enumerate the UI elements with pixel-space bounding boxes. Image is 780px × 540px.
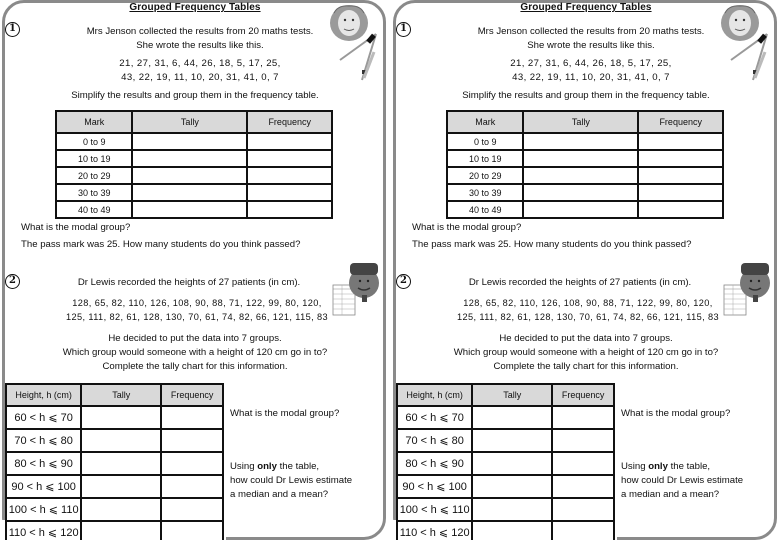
- tally-cell[interactable]: [81, 429, 161, 452]
- frequency-cell[interactable]: [247, 184, 332, 201]
- worksheet-right: [391, 0, 780, 540]
- frequency-cell[interactable]: [552, 429, 614, 452]
- compass-icon: [727, 30, 775, 85]
- table-row: [6, 475, 223, 498]
- header-mark: Mark: [56, 111, 132, 133]
- table-row: [397, 498, 614, 521]
- mark-cell: 0 to 9: [447, 133, 523, 150]
- table-row: [6, 498, 223, 521]
- tally-cell[interactable]: [132, 133, 247, 150]
- table-row: [397, 475, 614, 498]
- height-group-cell: 100 < h ⩽ 110: [397, 498, 472, 521]
- table-row: [6, 452, 223, 475]
- table-row: [447, 167, 723, 184]
- table-row: [6, 429, 223, 452]
- tally-cell[interactable]: [81, 498, 161, 521]
- height-group-cell: 110 < h ⩽ 120: [397, 521, 472, 540]
- header-tally: Tally: [472, 384, 552, 406]
- q2-data-line2: 125, 111, 82, 61, 128, 130, 70, 61, 74, 82, 66, 121, 115, 83: [65, 312, 329, 322]
- question-number-2: 2: [396, 274, 411, 289]
- worksheet-title: Grouped Frequency Tables: [520, 2, 652, 13]
- frequency-cell[interactable]: [161, 406, 223, 429]
- header-frequency: Frequency: [247, 111, 332, 133]
- table-row: [56, 133, 332, 150]
- q2-data-line1: 128, 65, 82, 110, 126, 108, 90, 88, 71, 122, 99, 80, 120,: [463, 298, 713, 308]
- table-row: [56, 201, 332, 218]
- tally-cell[interactable]: [472, 498, 552, 521]
- question-number-1: 1: [396, 22, 411, 37]
- frequency-cell[interactable]: [552, 498, 614, 521]
- q1-instruction: Simplify the results and group them in the frequency table.: [462, 90, 710, 101]
- mark-cell: 30 to 39: [56, 184, 132, 201]
- q2-line2: Which group would someone with a height of 120 cm go in to?: [62, 347, 328, 358]
- tally-cell[interactable]: [523, 167, 638, 184]
- q2-line1: He decided to put the data into 7 groups.: [499, 333, 673, 344]
- tally-cell[interactable]: [472, 452, 552, 475]
- frequency-cell[interactable]: [638, 167, 723, 184]
- table-row: [397, 406, 614, 429]
- table-row: [6, 406, 223, 429]
- frequency-cell[interactable]: [161, 521, 223, 540]
- q1-data-line1: 21, 27, 31, 6, 44, 26, 18, 5, 17, 25,: [119, 58, 281, 69]
- height-group-cell: 110 < h ⩽ 120: [6, 521, 81, 540]
- q2-intro: Dr Lewis recorded the heights of 27 patients (in cm).: [468, 277, 692, 288]
- header-height: Height, h (cm): [397, 384, 472, 406]
- table-header-row: [447, 111, 723, 133]
- frequency-cell[interactable]: [161, 429, 223, 452]
- tally-cell[interactable]: [523, 133, 638, 150]
- frequency-cell[interactable]: [247, 133, 332, 150]
- frequency-cell[interactable]: [161, 498, 223, 521]
- height-group-cell: 90 < h ⩽ 100: [6, 475, 81, 498]
- table-row: [447, 184, 723, 201]
- height-group-cell: 60 < h ⩽ 70: [6, 406, 81, 429]
- table-header-row: [397, 384, 614, 406]
- tally-cell[interactable]: [523, 201, 638, 218]
- q1-question-modal: What is the modal group?: [412, 222, 522, 233]
- mark-cell: 30 to 39: [447, 184, 523, 201]
- frequency-cell[interactable]: [161, 452, 223, 475]
- table-header-row: [56, 111, 332, 133]
- q1-question-modal: What is the modal group?: [21, 222, 131, 233]
- q2-side-modal-question: What is the modal group?: [621, 408, 731, 419]
- table-row: [397, 452, 614, 475]
- q1-instruction: Simplify the results and group them in the frequency table.: [71, 90, 319, 101]
- tally-cell[interactable]: [523, 150, 638, 167]
- height-group-cell: 60 < h ⩽ 70: [397, 406, 472, 429]
- height-tally-table: [5, 383, 224, 540]
- frequency-cell[interactable]: [638, 133, 723, 150]
- height-group-cell: 80 < h ⩽ 90: [6, 452, 81, 475]
- q2-side-estimate-question: Using only the table, how could Dr Lewis estimate a median and a mean?: [230, 461, 353, 500]
- frequency-cell[interactable]: [638, 184, 723, 201]
- tally-cell[interactable]: [81, 406, 161, 429]
- compass-icon: [336, 30, 384, 85]
- doctor-with-chart-icon: [330, 257, 380, 319]
- mark-cell: 20 to 29: [56, 167, 132, 184]
- q1-question-pass: The pass mark was 25. How many students do you think passed?: [412, 239, 692, 250]
- mark-cell: 40 to 49: [56, 201, 132, 218]
- tally-cell[interactable]: [132, 150, 247, 167]
- tally-cell[interactable]: [81, 452, 161, 475]
- q1-intro-line2: She wrote the results like this.: [136, 40, 264, 51]
- marks-frequency-table: [446, 110, 724, 219]
- q1-intro-line2: She wrote the results like this.: [527, 40, 655, 51]
- tally-cell[interactable]: [472, 475, 552, 498]
- height-group-cell: 70 < h ⩽ 80: [397, 429, 472, 452]
- table-row: [6, 521, 223, 540]
- tally-cell[interactable]: [472, 429, 552, 452]
- frequency-cell[interactable]: [247, 167, 332, 184]
- header-tally: Tally: [81, 384, 161, 406]
- frequency-cell[interactable]: [247, 201, 332, 218]
- q1-intro-line1: Mrs Jenson collected the results from 20 maths tests.: [477, 26, 705, 37]
- mark-cell: 0 to 9: [56, 133, 132, 150]
- tally-cell[interactable]: [132, 184, 247, 201]
- frequency-cell[interactable]: [552, 521, 614, 540]
- marks-frequency-table: [55, 110, 333, 219]
- tally-cell[interactable]: [81, 521, 161, 540]
- q1-question-pass: The pass mark was 25. How many students do you think passed?: [21, 239, 301, 250]
- height-group-cell: 70 < h ⩽ 80: [6, 429, 81, 452]
- table-row: [447, 201, 723, 218]
- tally-cell[interactable]: [132, 201, 247, 218]
- height-tally-table: [396, 383, 615, 540]
- frequency-cell[interactable]: [161, 475, 223, 498]
- q1-data-line2: 43, 22, 19, 11, 10, 20, 31, 41, 0, 7: [121, 72, 279, 83]
- header-frequency: Frequency: [552, 384, 614, 406]
- tally-cell[interactable]: [523, 184, 638, 201]
- table-header-row: [6, 384, 223, 406]
- header-mark: Mark: [447, 111, 523, 133]
- doctor-with-chart-icon: [721, 257, 771, 319]
- header-frequency: Frequency: [161, 384, 223, 406]
- worksheet-title: Grouped Frequency Tables: [129, 2, 261, 13]
- mark-cell: 10 to 19: [56, 150, 132, 167]
- table-row: [447, 150, 723, 167]
- q2-intro: Dr Lewis recorded the heights of 27 patients (in cm).: [77, 277, 301, 288]
- header-height: Height, h (cm): [6, 384, 81, 406]
- q2-line3: Complete the tally chart for this information.: [102, 361, 288, 372]
- frequency-cell[interactable]: [247, 150, 332, 167]
- table-row: [447, 133, 723, 150]
- q1-data-line2: 43, 22, 19, 11, 10, 20, 31, 41, 0, 7: [512, 72, 670, 83]
- table-row: [397, 429, 614, 452]
- mark-cell: 40 to 49: [447, 201, 523, 218]
- frequency-cell[interactable]: [552, 406, 614, 429]
- question-number-1: 1: [5, 22, 20, 37]
- height-group-cell: 100 < h ⩽ 110: [6, 498, 81, 521]
- q2-line2: Which group would someone with a height of 120 cm go in to?: [453, 347, 719, 358]
- header-frequency: Frequency: [638, 111, 723, 133]
- q1-intro-line1: Mrs Jenson collected the results from 20 maths tests.: [86, 26, 314, 37]
- frequency-cell[interactable]: [552, 475, 614, 498]
- q2-line3: Complete the tally chart for this information.: [493, 361, 679, 372]
- frequency-cell[interactable]: [638, 150, 723, 167]
- table-row: [56, 150, 332, 167]
- frequency-cell[interactable]: [552, 452, 614, 475]
- mark-cell: 10 to 19: [447, 150, 523, 167]
- height-group-cell: 90 < h ⩽ 100: [397, 475, 472, 498]
- q2-data-line1: 128, 65, 82, 110, 126, 108, 90, 88, 71, 122, 99, 80, 120,: [72, 298, 322, 308]
- mark-cell: 20 to 29: [447, 167, 523, 184]
- q2-data-line2: 125, 111, 82, 61, 128, 130, 70, 61, 74, 82, 66, 121, 115, 83: [456, 312, 720, 322]
- q2-side-estimate-question: Using only the table, how could Dr Lewis estimate a median and a mean?: [621, 461, 744, 500]
- tally-cell[interactable]: [472, 521, 552, 540]
- q2-line1: He decided to put the data into 7 groups.: [108, 333, 282, 344]
- tally-cell[interactable]: [81, 475, 161, 498]
- tally-cell[interactable]: [132, 167, 247, 184]
- height-group-cell: 80 < h ⩽ 90: [397, 452, 472, 475]
- q1-data-line1: 21, 27, 31, 6, 44, 26, 18, 5, 17, 25,: [510, 58, 672, 69]
- header-tally: Tally: [132, 111, 247, 133]
- header-tally: Tally: [523, 111, 638, 133]
- table-row: [56, 167, 332, 184]
- table-row: [56, 184, 332, 201]
- question-number-2: 2: [5, 274, 20, 289]
- frequency-cell[interactable]: [638, 201, 723, 218]
- table-row: [397, 521, 614, 540]
- q2-side-modal-question: What is the modal group?: [230, 408, 340, 419]
- tally-cell[interactable]: [472, 406, 552, 429]
